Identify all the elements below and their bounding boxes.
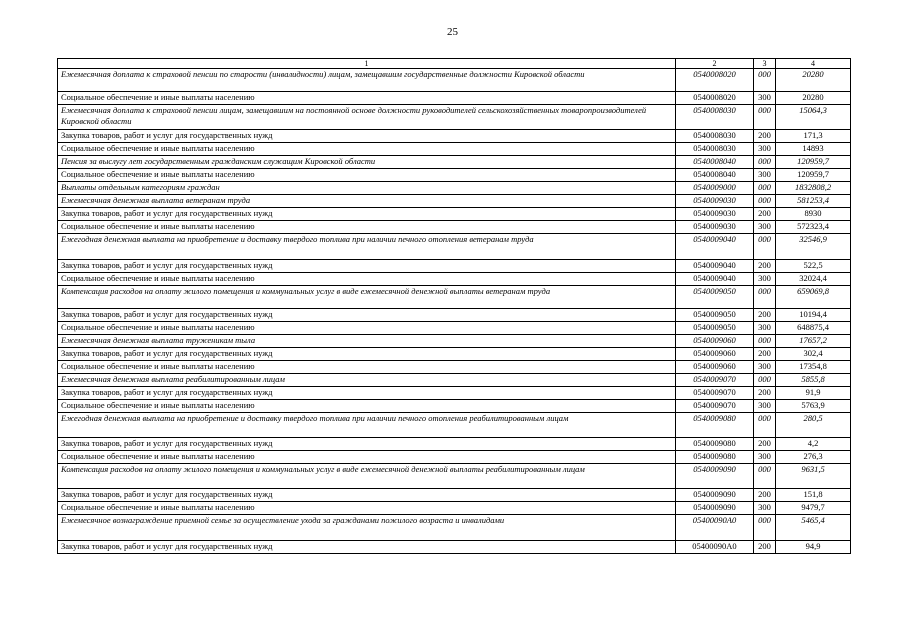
row-type-cell: 300 — [754, 221, 776, 234]
row-type-cell: 200 — [754, 438, 776, 451]
row-name-cell: Ежегодная денежная выплата на приобретение и доставку твердого топлива при наличии печного отопления ветеранам труда — [58, 234, 676, 260]
row-code-cell: 0540009070 — [676, 400, 754, 413]
header-col-4: 4 — [776, 59, 851, 69]
row-code-cell: 0540009050 — [676, 322, 754, 335]
row-amount-cell: 1832808,2 — [776, 182, 851, 195]
row-type-cell: 000 — [754, 182, 776, 195]
row-name-cell: Закупка товаров, работ и услуг для государственных нужд — [58, 387, 676, 400]
row-code-cell: 0540009080 — [676, 413, 754, 438]
table-row — [58, 195, 851, 208]
row-name-cell: Социальное обеспечение и иные выплаты населению — [58, 273, 676, 286]
row-type-cell: 200 — [754, 208, 776, 221]
row-name-cell: Социальное обеспечение и иные выплаты населению — [58, 400, 676, 413]
row-name-cell: Социальное обеспечение и иные выплаты населению — [58, 221, 676, 234]
row-code-cell: 0540008040 — [676, 156, 754, 169]
row-code-cell: 0540009030 — [676, 221, 754, 234]
table-row — [58, 130, 851, 143]
row-name-cell: Закупка товаров, работ и услуг для государственных нужд — [58, 489, 676, 502]
row-type-cell: 300 — [754, 92, 776, 105]
table-row — [58, 143, 851, 156]
table-row — [58, 541, 851, 554]
row-amount-cell: 32546,9 — [776, 234, 851, 260]
row-amount-cell: 120959,7 — [776, 156, 851, 169]
table-row — [58, 361, 851, 374]
row-code-cell: 0540008020 — [676, 92, 754, 105]
row-code-cell: 0540009050 — [676, 309, 754, 322]
row-code-cell: 0540009040 — [676, 260, 754, 273]
page-number: 25 — [447, 26, 458, 38]
row-type-cell: 300 — [754, 361, 776, 374]
row-amount-cell: 648875,4 — [776, 322, 851, 335]
header-col-1: 1 — [58, 59, 676, 69]
table-row — [58, 105, 851, 130]
row-type-cell: 200 — [754, 348, 776, 361]
row-name-cell: Ежемесячная денежная выплата труженикам тыла — [58, 335, 676, 348]
row-name-cell: Социальное обеспечение и иные выплаты населению — [58, 143, 676, 156]
row-amount-cell: 20280 — [776, 69, 851, 92]
row-type-cell: 000 — [754, 195, 776, 208]
budget-table-body — [58, 59, 851, 554]
row-code-cell: 0540009090 — [676, 502, 754, 515]
table-row — [58, 309, 851, 322]
row-name-cell: Социальное обеспечение и иные выплаты населению — [58, 502, 676, 515]
row-type-cell: 300 — [754, 502, 776, 515]
row-amount-cell: 5855,8 — [776, 374, 851, 387]
table-row — [58, 169, 851, 182]
row-amount-cell: 4,2 — [776, 438, 851, 451]
row-name-cell: Ежемесячная доплата к страховой пенсии лицам, замещавшим на постоянной основе должности руководителей сельскохозяйственных товаропроизводителей Кировской области — [58, 105, 676, 130]
row-code-cell: 0540009080 — [676, 451, 754, 464]
row-code-cell: 0540008020 — [676, 69, 754, 92]
row-name-cell: Социальное обеспечение и иные выплаты населению — [58, 361, 676, 374]
row-amount-cell: 572323,4 — [776, 221, 851, 234]
row-type-cell: 000 — [754, 464, 776, 489]
row-type-cell: 000 — [754, 515, 776, 541]
row-name-cell: Социальное обеспечение и иные выплаты населению — [58, 169, 676, 182]
row-type-cell: 200 — [754, 489, 776, 502]
row-name-cell: Ежемесячная доплата к страховой пенсии по старости (инвалидности) лицам, замещавшим государственные должности Кировской области — [58, 69, 676, 92]
row-name-cell: Закупка товаров, работ и услуг для государственных нужд — [58, 309, 676, 322]
row-type-cell: 000 — [754, 335, 776, 348]
row-name-cell: Ежемесячная денежная выплата ветеранам труда — [58, 195, 676, 208]
row-name-cell: Компенсация расходов на оплату жилого помещения и коммунальных услуг в виде ежемесячной денежной выплаты реабилитированным лицам — [58, 464, 676, 489]
row-amount-cell: 20280 — [776, 92, 851, 105]
row-code-cell: 0540009060 — [676, 348, 754, 361]
row-amount-cell: 17657,2 — [776, 335, 851, 348]
row-code-cell: 0540008040 — [676, 169, 754, 182]
row-code-cell: 0540009040 — [676, 273, 754, 286]
row-code-cell: 0540009060 — [676, 361, 754, 374]
row-name-cell: Социальное обеспечение и иные выплаты населению — [58, 451, 676, 464]
row-type-cell: 300 — [754, 143, 776, 156]
row-type-cell: 000 — [754, 234, 776, 260]
table-row — [58, 438, 851, 451]
table-row — [58, 489, 851, 502]
row-name-cell: Закупка товаров, работ и услуг для государственных нужд — [58, 438, 676, 451]
row-amount-cell: 94,9 — [776, 541, 851, 554]
table-row — [58, 69, 851, 92]
row-amount-cell: 32024,4 — [776, 273, 851, 286]
row-name-cell: Закупка товаров, работ и услуг для государственных нужд — [58, 130, 676, 143]
row-type-cell: 000 — [754, 105, 776, 130]
row-type-cell: 000 — [754, 156, 776, 169]
table-row — [58, 374, 851, 387]
row-amount-cell: 302,4 — [776, 348, 851, 361]
row-type-cell: 300 — [754, 400, 776, 413]
table-row — [58, 182, 851, 195]
row-type-cell: 000 — [754, 286, 776, 309]
row-name-cell: Компенсация расходов на оплату жилого помещения и коммунальных услуг в виде ежемесячной денежной выплаты ветеранам труда — [58, 286, 676, 309]
row-name-cell: Закупка товаров, работ и услуг для государственных нужд — [58, 260, 676, 273]
table-row — [58, 273, 851, 286]
row-amount-cell: 9479,7 — [776, 502, 851, 515]
row-code-cell: 0540009070 — [676, 374, 754, 387]
row-type-cell: 200 — [754, 541, 776, 554]
row-amount-cell: 120959,7 — [776, 169, 851, 182]
table-row — [58, 92, 851, 105]
row-amount-cell: 151,8 — [776, 489, 851, 502]
row-code-cell: 0540009090 — [676, 464, 754, 489]
header-col-2: 2 — [676, 59, 754, 69]
row-name-cell: Ежегодная денежная выплата на приобретение и доставку твердого топлива при наличии печного отопления реабилитированным лицам — [58, 413, 676, 438]
row-code-cell: 0540009000 — [676, 182, 754, 195]
row-type-cell: 300 — [754, 273, 776, 286]
table-row — [58, 464, 851, 489]
row-amount-cell: 10194,4 — [776, 309, 851, 322]
row-amount-cell: 659069,8 — [776, 286, 851, 309]
row-amount-cell: 171,3 — [776, 130, 851, 143]
row-amount-cell: 5763,9 — [776, 400, 851, 413]
table-row — [58, 286, 851, 309]
budget-table — [57, 58, 851, 554]
table-row — [58, 156, 851, 169]
row-code-cell: 0540009090 — [676, 489, 754, 502]
row-code-cell: 0540008030 — [676, 105, 754, 130]
row-name-cell: Ежемесячная денежная выплата реабилитированным лицам — [58, 374, 676, 387]
row-code-cell: 0540008030 — [676, 143, 754, 156]
row-code-cell: 0540009040 — [676, 234, 754, 260]
row-code-cell: 0540009030 — [676, 195, 754, 208]
table-row — [58, 348, 851, 361]
table-row — [58, 413, 851, 438]
row-amount-cell: 15064,3 — [776, 105, 851, 130]
table-header-row — [58, 59, 851, 69]
row-amount-cell: 14893 — [776, 143, 851, 156]
row-type-cell: 200 — [754, 260, 776, 273]
row-type-cell: 300 — [754, 322, 776, 335]
table-row — [58, 221, 851, 234]
table-row — [58, 387, 851, 400]
row-code-cell: 0540009060 — [676, 335, 754, 348]
row-type-cell: 000 — [754, 69, 776, 92]
table-row — [58, 208, 851, 221]
row-amount-cell: 280,5 — [776, 413, 851, 438]
row-name-cell: Закупка товаров, работ и услуг для государственных нужд — [58, 348, 676, 361]
row-code-cell: 0540009050 — [676, 286, 754, 309]
row-amount-cell: 8930 — [776, 208, 851, 221]
row-type-cell: 300 — [754, 451, 776, 464]
row-code-cell: 0540009070 — [676, 387, 754, 400]
row-code-cell: 0540009030 — [676, 208, 754, 221]
row-amount-cell: 17354,8 — [776, 361, 851, 374]
row-name-cell: Социальное обеспечение и иные выплаты населению — [58, 92, 676, 105]
row-code-cell: 0540008030 — [676, 130, 754, 143]
header-col-3: 3 — [754, 59, 776, 69]
row-amount-cell: 581253,4 — [776, 195, 851, 208]
table-row — [58, 502, 851, 515]
row-amount-cell: 9631,5 — [776, 464, 851, 489]
row-type-cell: 200 — [754, 130, 776, 143]
table-row — [58, 322, 851, 335]
row-name-cell: Закупка товаров, работ и услуг для государственных нужд — [58, 208, 676, 221]
table-row — [58, 515, 851, 541]
row-name-cell: Закупка товаров, работ и услуг для государственных нужд — [58, 541, 676, 554]
row-code-cell: 05400090А0 — [676, 541, 754, 554]
table-row — [58, 260, 851, 273]
row-type-cell: 000 — [754, 413, 776, 438]
row-type-cell: 300 — [754, 169, 776, 182]
row-name-cell: Социальное обеспечение и иные выплаты населению — [58, 322, 676, 335]
row-type-cell: 000 — [754, 374, 776, 387]
row-name-cell: Пенсия за выслугу лет государственным гражданским служащим Кировской области — [58, 156, 676, 169]
table-row — [58, 400, 851, 413]
row-name-cell: Выплаты отдельным категориям граждан — [58, 182, 676, 195]
table-row — [58, 335, 851, 348]
table-row — [58, 451, 851, 464]
row-code-cell: 0540009080 — [676, 438, 754, 451]
row-code-cell: 05400090А0 — [676, 515, 754, 541]
row-amount-cell: 5465,4 — [776, 515, 851, 541]
row-amount-cell: 91,9 — [776, 387, 851, 400]
row-name-cell: Ежемесячное вознаграждение приемной семье за осуществление ухода за гражданами пожилого возраста и инвалидами — [58, 515, 676, 541]
row-type-cell: 200 — [754, 387, 776, 400]
row-type-cell: 200 — [754, 309, 776, 322]
table-row — [58, 234, 851, 260]
row-amount-cell: 522,5 — [776, 260, 851, 273]
row-amount-cell: 276,3 — [776, 451, 851, 464]
